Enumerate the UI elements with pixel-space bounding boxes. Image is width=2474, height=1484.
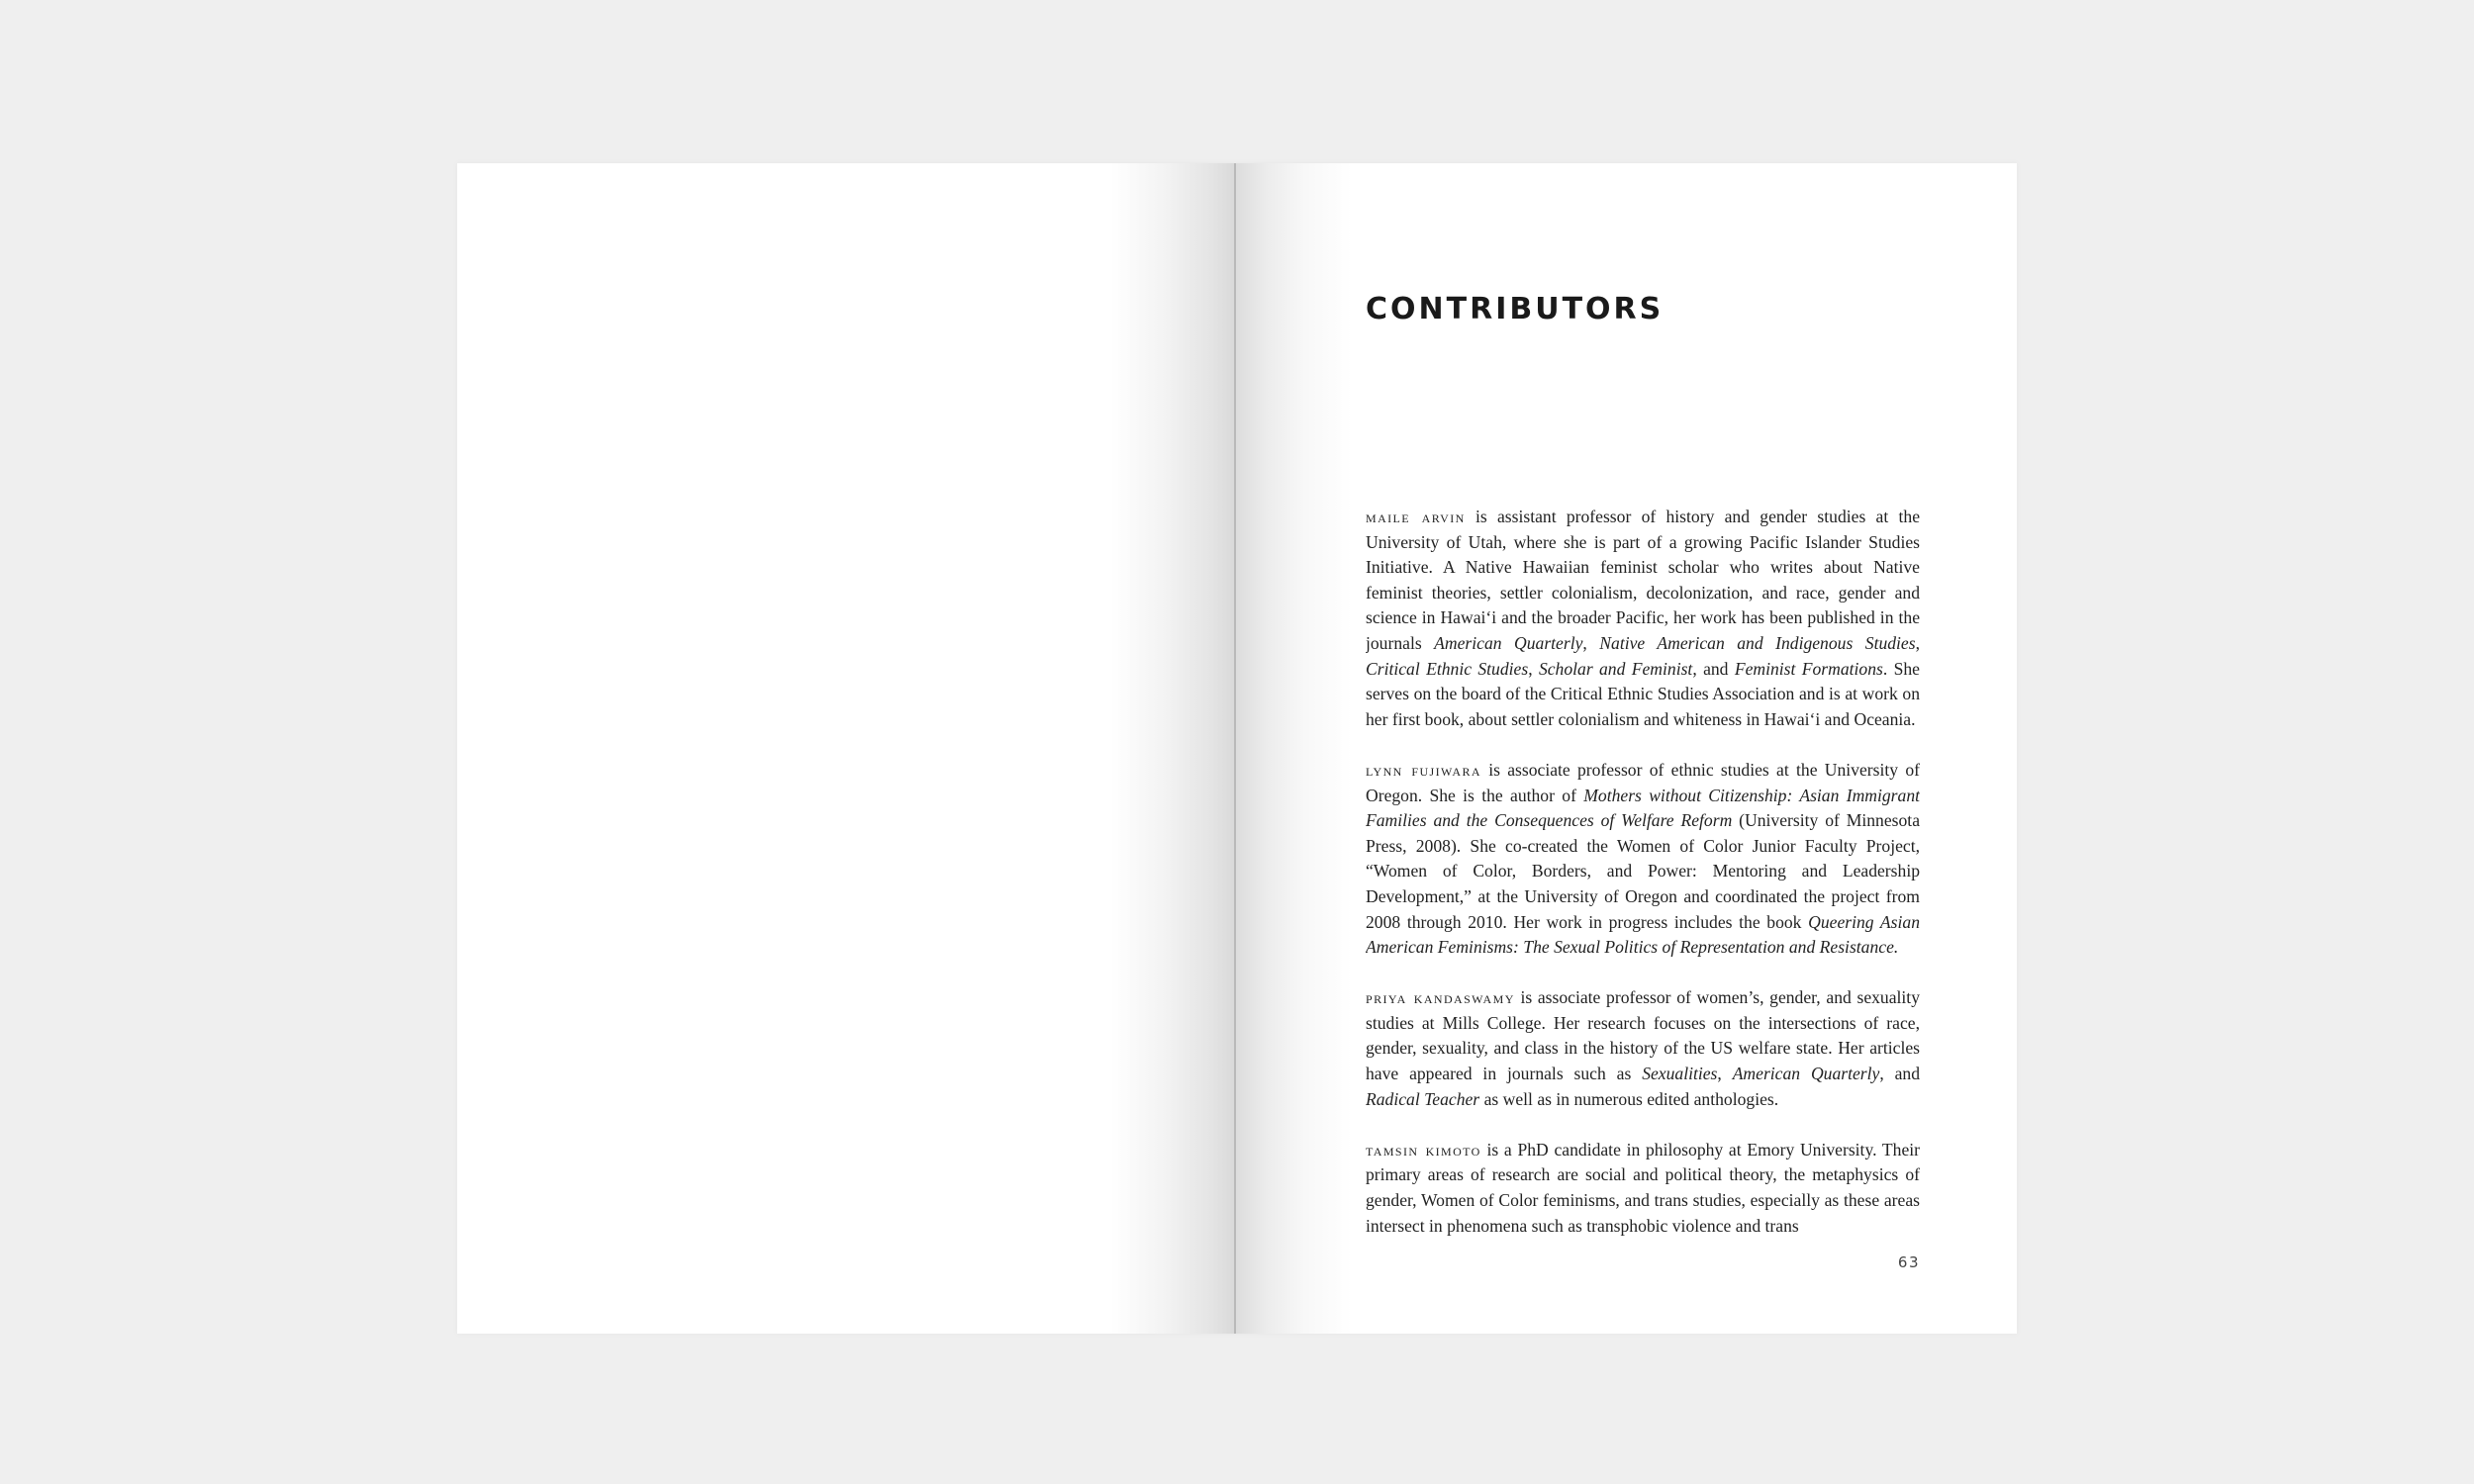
bio-text: , bbox=[1582, 632, 1600, 653]
bio-text: is associate professor of women’s, gender, and sexuality studies at Mills College. Her research focuses on the intersections of race, gender, sexuality, and class in the history of the US welfare state. Her articles have appeared in journals such as bbox=[1366, 987, 1920, 1084]
bio-text: is associate professor of ethnic studies at the University of Oregon. She is the author of bbox=[1366, 759, 1920, 805]
journal-title: Native American and Indigenous Studies bbox=[1599, 632, 1916, 653]
book-spread bbox=[457, 163, 2017, 1334]
page-number: 63 bbox=[1897, 1253, 1920, 1271]
contributor-bio bbox=[1366, 505, 1920, 732]
journal-title: Critical Ethnic Studies bbox=[1366, 658, 1529, 679]
contributor-name: priya kandaswamy bbox=[1366, 987, 1515, 1008]
book-title: Queering Asian American Feminisms: The Sexual Politics of Representation and Resistance. bbox=[1366, 911, 1920, 958]
bio-text: , and bbox=[1879, 1064, 1920, 1084]
journal-title: American Quarterly bbox=[1732, 1064, 1880, 1084]
bio-text: , bbox=[1717, 1064, 1733, 1084]
bio-text: (University of Minnesota Press, 2008). She co-created the Women of Color Junior Faculty Project, “Women of Color, Borders, and Power: Mentoring and Leadership Development,” at the University of Oregon and coordinated the project from 2008 through 2010. Her work in progress includes the book bbox=[1366, 810, 1920, 932]
journal-title: Scholar and Feminist bbox=[1538, 658, 1693, 679]
left-page-blank bbox=[457, 163, 1235, 1334]
journal-title: Sexualities bbox=[1642, 1064, 1718, 1084]
contributor-bio bbox=[1366, 1138, 1920, 1239]
page-title: CONTRIBUTORS bbox=[1366, 292, 1665, 326]
book-gutter bbox=[1234, 163, 1236, 1334]
contributor-bios bbox=[1366, 505, 1920, 1408]
journal-title: American Quarterly bbox=[1434, 632, 1583, 653]
journal-title: Feminist Formations bbox=[1734, 658, 1883, 679]
bio-text: is assistant professor of history and gender studies at the University of Utah, where she is part of a growing Pacific Islander Studies Initiative. A Native Hawaiian feminist scholar who writes about Native feminist theories, settler colonialism, decolonization, and race, gender and science in Hawaiʻi and the broader Pacific, her work has been published in the journals bbox=[1366, 507, 1920, 653]
contributor-name: lynn fujiwara bbox=[1366, 759, 1481, 780]
contributor-bio bbox=[1366, 758, 1920, 961]
bio-text: , bbox=[1528, 658, 1539, 679]
bio-text: , bbox=[1915, 632, 1920, 653]
journal-title: Radical Teacher bbox=[1366, 1088, 1480, 1109]
contributor-bio bbox=[1366, 985, 1920, 1112]
bio-text: is a PhD candidate in philosophy at Emory University. Their primary areas of research are social and political theory, the metaphysics of gender, Women of Color feminisms, and trans studies, especially as these areas intersect in phenomena such as transphobic violence and trans bbox=[1366, 1139, 1920, 1236]
bio-text: , and bbox=[1692, 658, 1735, 679]
bio-text: as well as in numerous edited anthologies. bbox=[1479, 1088, 1779, 1109]
contributor-name: tamsin kimoto bbox=[1366, 1139, 1481, 1159]
book-title: Mothers without Citizenship: Asian Immigrant Families and the Consequences of Welfare Reform bbox=[1366, 785, 1920, 831]
contributor-name: maile arvin bbox=[1366, 507, 1466, 526]
bio-text: . She serves on the board of the Critical Ethnic Studies Association and is at work on her first book, about settler colonialism and whiteness in Hawaiʻi and Oceania. bbox=[1366, 658, 1920, 729]
